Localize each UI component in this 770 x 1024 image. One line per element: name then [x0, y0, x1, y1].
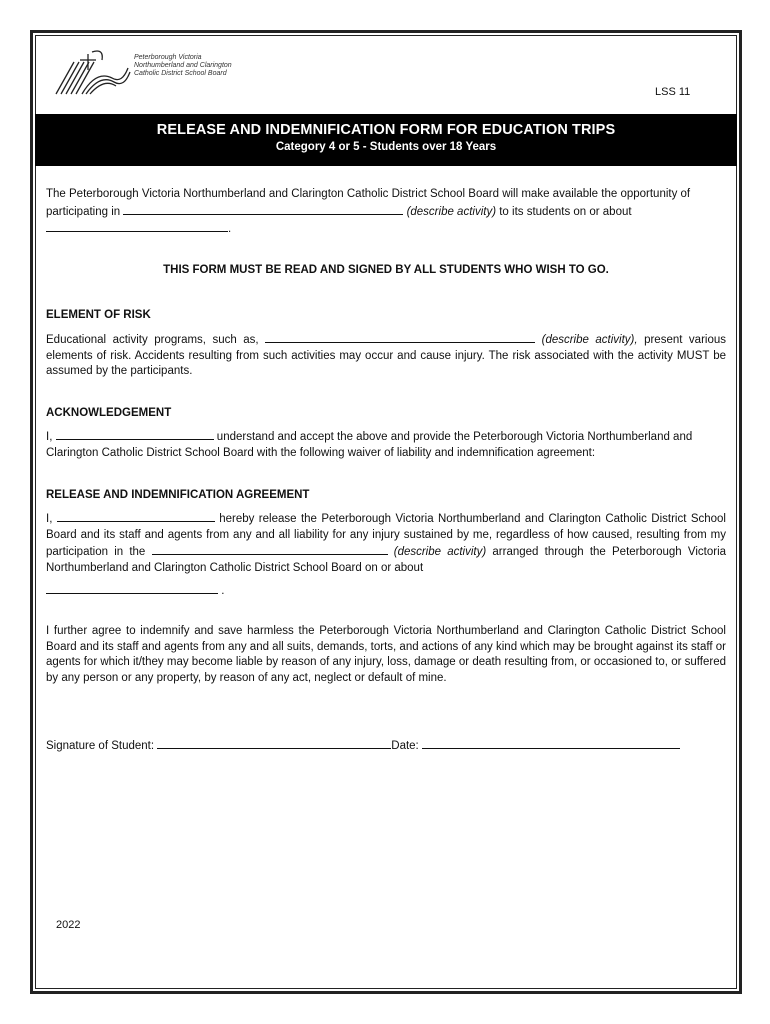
intro-text: to its students on or about — [499, 205, 632, 218]
date-label: Date: — [391, 740, 419, 752]
release-paragraph — [46, 510, 726, 600]
intro-paragraph — [46, 187, 726, 238]
logo-mark-icon — [52, 48, 132, 98]
release-end: . — [221, 585, 225, 597]
logo-line: Catholic District School Board — [134, 70, 227, 77]
risk-text: Educational activity programs, such as, — [46, 334, 259, 346]
board-logo — [52, 48, 242, 100]
ack-paragraph — [46, 428, 726, 461]
risk-activity-field[interactable] — [265, 331, 535, 343]
risk-text: present various elements of risk. Accidents resulting from such activities may occur and cause injury. The risk associated with the activity MUST be assumed by the participants. — [46, 334, 726, 377]
release-prefix: I, — [46, 513, 53, 525]
describe-activity-hint: (describe activity) — [393, 546, 487, 558]
release-name-field[interactable] — [57, 510, 215, 522]
intro-end: . — [228, 223, 232, 235]
release-heading: RELEASE AND INDEMNIFICATION AGREEMENT — [46, 489, 310, 501]
ack-name-field[interactable] — [56, 428, 214, 440]
describe-activity-hint: (describe activity) — [406, 205, 497, 218]
logo-line: Peterborough Victoria — [134, 54, 202, 61]
signature-date-field[interactable] — [422, 737, 680, 749]
student-signature-label: Signature of Student: — [46, 740, 155, 752]
describe-activity-hint: (describe activity), — [541, 334, 638, 346]
logo-line: Northumberland and Clarington — [134, 62, 232, 69]
student-signature-field[interactable] — [157, 737, 391, 749]
ack-text: understand and accept the above and provide the Peterborough Victoria Northumberland and Clarington Catholic District School Board with the following waiver of liability and indemnification agreement: — [46, 431, 693, 459]
ack-heading: ACKNOWLEDGEMENT — [46, 407, 172, 419]
form-title: RELEASE AND INDEMNIFICATION FORM FOR EDUCATION TRIPS — [156, 122, 616, 138]
release-activity-field[interactable] — [152, 543, 388, 555]
indemnify-paragraph: I further agree to indemnify and save harmless the Peterborough Victoria Northumberland and Clarington Catholic District School Board and its staff and agents from any and all suits, demands, torts, and actions of any kind which may be brought against its staff or agents for which it/they may become liable by reason of any injury, loss, damage or death resulting from, or occasioned to, or suffered by any person or any property, by reason of any act, neglect or default of mine. — [46, 625, 726, 684]
risk-paragraph — [46, 331, 726, 380]
form-subtitle: Category 4 or 5 - Students over 18 Years — [275, 141, 497, 153]
form-year: 2022 — [56, 919, 81, 931]
form-code: LSS 11 — [655, 86, 691, 98]
trip-date-field[interactable] — [46, 220, 228, 232]
ack-prefix: I, — [46, 431, 53, 443]
logo-text — [134, 54, 244, 78]
release-date-field[interactable] — [46, 582, 218, 594]
intro-text: The Peterborough Victoria Northumberland and Clarington Catholic District School Board will make available the opportunity of participating in — [46, 188, 691, 218]
risk-heading: ELEMENT OF RISK — [46, 309, 151, 321]
title-banner — [35, 114, 737, 166]
sign-notice: THIS FORM MUST BE READ AND SIGNED BY ALL STUDENTS WHO WISH TO GO. — [163, 264, 609, 276]
release-text: arranged through the Peterborough Victoria Northumberland and Clarington Catholic District School Board on or about — [46, 546, 727, 574]
activity-field[interactable] — [123, 203, 403, 215]
release-text: hereby release the Peterborough Victoria Northumberland and Clarington Catholic District School Board and its staff and agents from any and all liability for any injury sustained by me, regardless of how caused, resulting from my participation in the — [46, 513, 726, 558]
signature-line — [46, 737, 726, 755]
